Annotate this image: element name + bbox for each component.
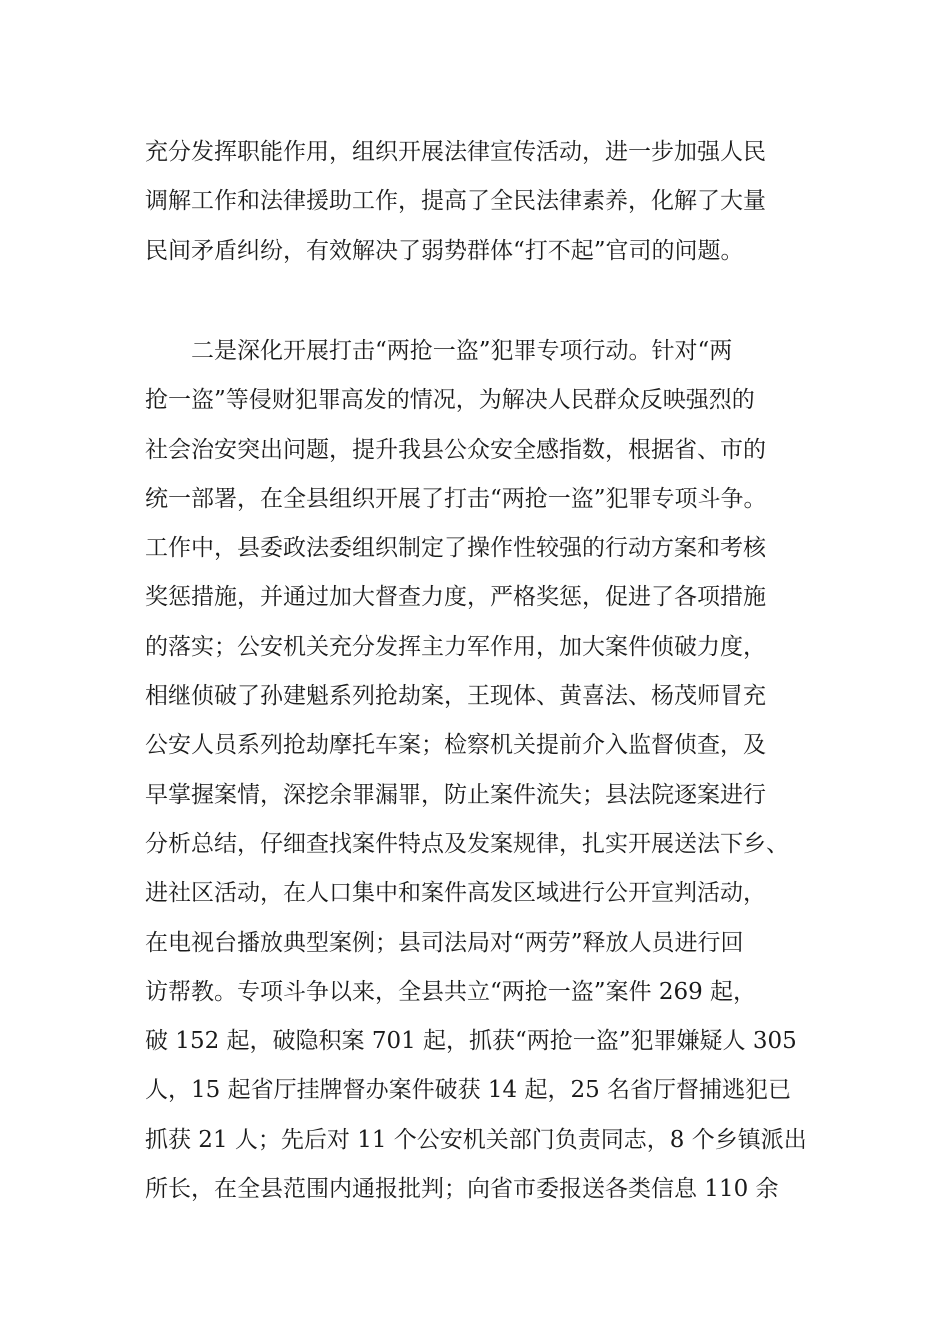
paragraph-line: 统一部署，在全县组织开展了打击“两抢一盗”犯罪专项斗争。 <box>145 485 767 512</box>
paragraph-2 <box>145 327 825 1214</box>
paragraph-line: 的落实；公安机关充分发挥主力军作用，加大案件侦破力度， <box>145 633 766 660</box>
paragraph-line: 公安人员系列抢劫摩托车案；检察机关提前介入监督侦查，及 <box>145 732 766 759</box>
paragraph-1 <box>145 128 825 276</box>
paragraph-line: 调解工作和法律援助工作，提高了全民法律素养，化解了大量 <box>145 188 766 215</box>
paragraph-line: 人，15 起省厅挂牌督办案件破获 14 起，25 名省厅督捕逃犯已 <box>145 1077 792 1104</box>
paragraph-line: 分析总结，仔细查找案件特点及发案规律，扎实开展送法下乡、 <box>145 830 789 857</box>
paragraph-line: 奖惩措施，并通过加大督查力度，严格奖惩，促进了各项措施 <box>145 584 766 611</box>
paragraph-line-indented: 二是深化开展打击“两抢一盗”犯罪专项行动。针对“两 <box>191 338 733 364</box>
paragraph-line: 工作中，县委政法委组织制定了操作性较强的行动方案和考核 <box>145 535 766 562</box>
paragraph-line: 抢一盗”等侵财犯罪高发的情况，为解决人民群众反映强烈的 <box>145 387 755 414</box>
paragraph-line: 访帮教。专项斗争以来，全县共立“两抢一盗”案件 269 起， <box>145 978 757 1005</box>
paragraph-line: 相继侦破了孙建魁系列抢劫案，王现体、黄喜法、杨茂师冒充 <box>145 683 766 710</box>
paragraph-line: 社会治安突出问题，提升我县公众安全感指数，根据省、市的 <box>145 436 766 463</box>
paragraph-line: 抓获 21 人；先后对 11 个公安机关部门负责同志，8 个乡镇派出 <box>145 1126 807 1153</box>
paragraph-line: 在电视台播放典型案例；县司法局对“两劳”释放人员进行回 <box>145 929 744 956</box>
paragraph-line: 破 152 起，破隐积案 701 起，抓获“两抢一盗”犯罪嫌疑人 305 <box>145 1028 797 1055</box>
paragraph-line: 民间矛盾纠纷，有效解决了弱势群体“打不起”官司的问题。 <box>145 237 744 264</box>
paragraph-line: 早掌握案情，深挖余罪漏罪，防止案件流失；县法院逐案进行 <box>145 781 766 808</box>
paragraph-line: 充分发挥职能作用，组织开展法律宣传活动，进一步加强人民 <box>145 139 766 165</box>
paragraph-line: 所长，在全县范围内通报批判；向省市委报送各类信息 110 余 <box>145 1176 779 1203</box>
paragraph-line: 进社区活动，在人口集中和案件高发区域进行公开宣判活动， <box>145 880 766 907</box>
